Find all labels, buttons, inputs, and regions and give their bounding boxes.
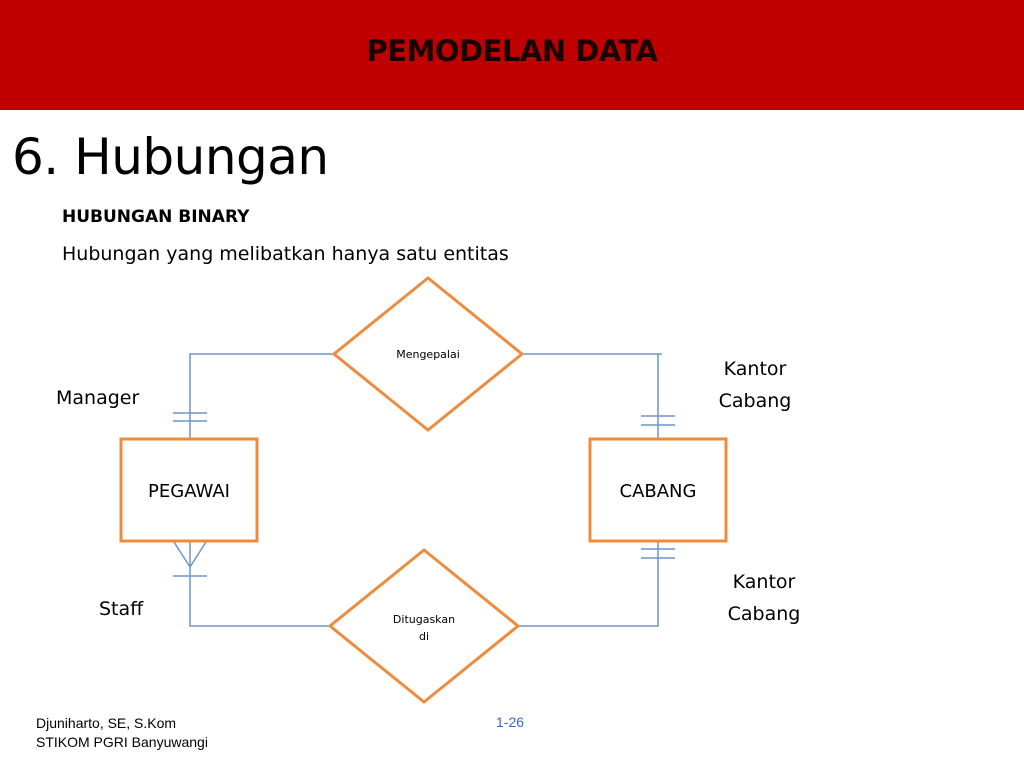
relationship-ditugaskan-diamond (330, 550, 518, 702)
header-title: PEMODELAN DATA (366, 34, 658, 68)
relationship-ditugaskan-label-line1: Ditugaskan (392, 613, 456, 626)
entity-pegawai-label: PEGAWAI (148, 481, 230, 502)
relationship-ditugaskan-label-line2: di (418, 630, 430, 643)
connector-pegawai-ditugaskan (190, 542, 330, 626)
crows-foot-mark (174, 542, 190, 567)
slide-subtitle: HUBUNGAN BINARY (62, 207, 250, 227)
footer-credits (36, 714, 208, 752)
entity-cabang-label: CABANG (619, 481, 697, 502)
role-kantor-cabang-top-line1: Kantor (723, 358, 787, 380)
connector-ditugaskan-cabang (518, 542, 658, 626)
slide-title: 6. Hubungan (12, 128, 329, 186)
crows-foot-mark (190, 542, 206, 567)
role-kantor-cabang-top-line2: Cabang (718, 390, 792, 412)
relationship-mengepalai-label: Mengepalai (396, 348, 460, 361)
slide-description: Hubungan yang melibatkan hanya satu entitas (62, 243, 509, 265)
page-number: 1-26 (496, 714, 525, 730)
connector-pegawai-mengepalai (190, 354, 334, 438)
footer-institution: STIKOM PGRI Banyuwangi (36, 734, 208, 750)
role-manager-label: Manager (56, 387, 140, 409)
role-kantor-cabang-bottom-line1: Kantor (732, 571, 796, 593)
footer-author: Djuniharto, SE, S.Kom (36, 715, 177, 731)
role-staff-label: Staff (99, 598, 144, 620)
role-kantor-cabang-bottom-line2: Cabang (727, 603, 801, 625)
